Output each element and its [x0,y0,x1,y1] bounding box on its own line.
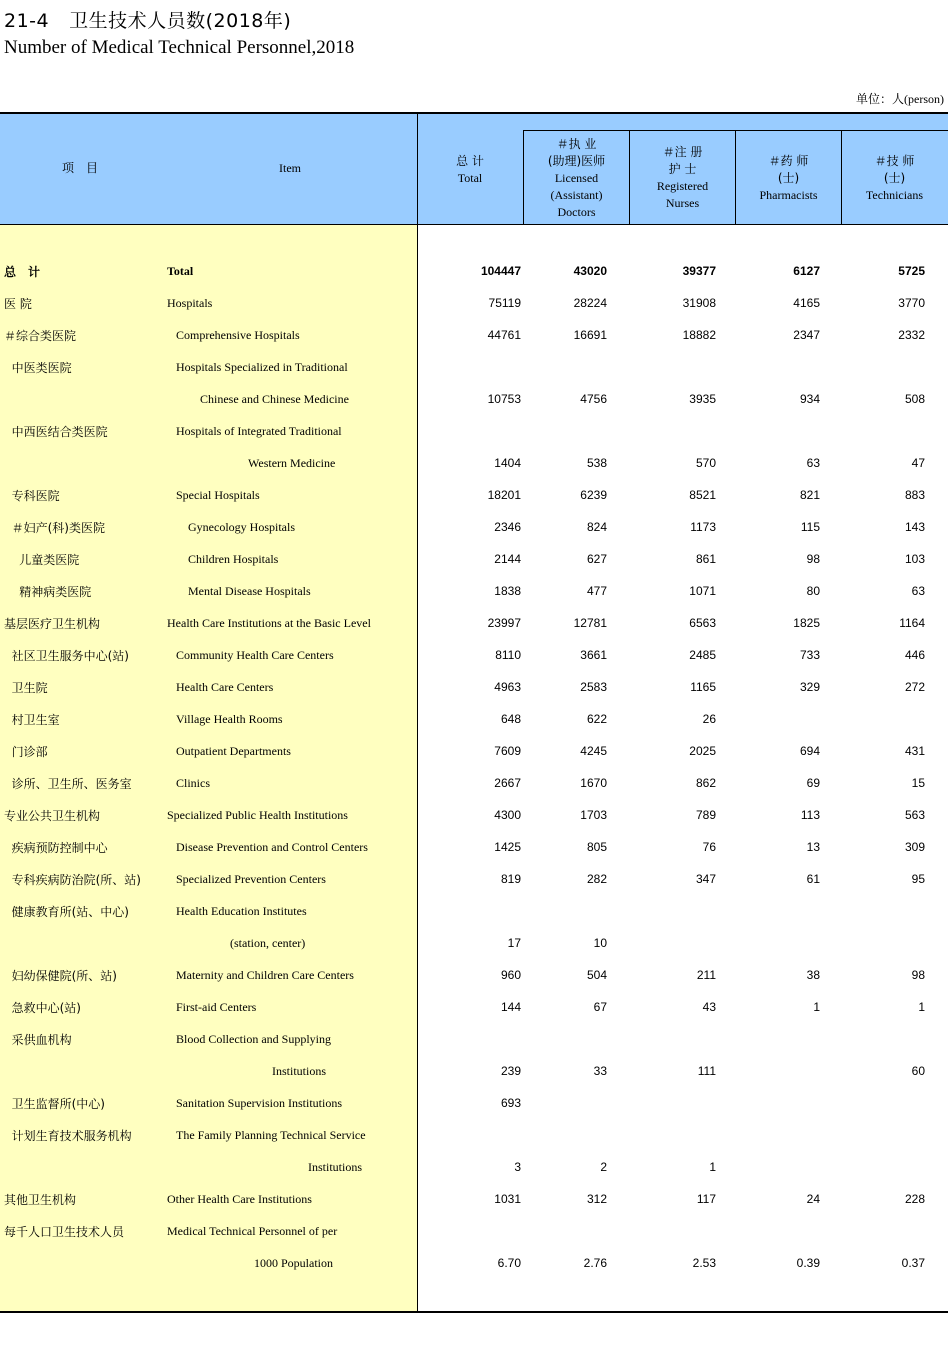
row-value-col-2: 2485 [689,648,716,662]
header-col-technicians-text [841,134,948,222]
row-value-col-3: 0.39 [796,1256,820,1270]
row-value-col-2: 111 [697,1064,716,1078]
row-label-en: 1000 Population [254,1256,334,1270]
row-value-col-1: 622 [586,712,607,726]
table-row [0,257,948,289]
row-value-col-3: 80 [806,584,820,598]
row-label-cn: 采供血机构 [4,1033,72,1047]
row-value-col-1: 4245 [580,744,607,758]
page-title-cn [4,6,291,33]
row-label-en: Specialized Prevention Centers [176,872,326,886]
row-value-col-2: 76 [702,840,716,854]
page-title-en: Number of Medical Technical Personnel,2018 [4,37,355,58]
row-value-col-0: 17 [507,936,521,950]
row-value-col-1: 824 [586,520,607,534]
bottom-rule [0,1311,948,1313]
row-value-col-3: 934 [799,392,820,406]
header-col-pharmacists-text [735,134,842,222]
header-col-doctors-en: Licensed [554,170,599,185]
row-value-col-0: 1404 [494,456,521,470]
row-value-col-4: 228 [904,1192,925,1206]
row-value-col-2: 570 [695,456,716,470]
table-row [0,865,948,897]
table-row [0,321,948,353]
row-value-col-1: 1670 [580,776,607,790]
header-col-doctors-text [523,134,630,222]
row-value-col-3: 63 [806,456,820,470]
row-label-cn: 门诊部 [4,745,48,759]
header-col-technicians-en: Technicians [865,187,924,202]
row-value-col-0: 104447 [480,264,521,278]
row-value-col-0: 4300 [494,808,521,822]
row-label-cn: ＃妇产(科)类医院 [4,521,105,535]
row-label-cn: 专科疾病防治院(所、站) [4,873,141,887]
row-value-col-2: 862 [695,776,716,790]
row-label-en: Comprehensive Hospitals [176,328,300,342]
row-label-cn: 精神病类医院 [4,585,92,599]
table-row [0,577,948,609]
row-value-col-1: 627 [586,552,607,566]
row-label-en: Health Care Institutions at the Basic Level [167,616,371,630]
row-value-col-4: 272 [904,680,925,694]
row-value-col-0: 8110 [495,648,521,662]
header-col-total [430,140,510,200]
header-col-doctors-en3: Doctors [557,204,596,219]
header-col-technicians-cn2: (士) [883,170,906,185]
row-value-col-2: 3935 [689,392,716,406]
row-value-col-1: 12781 [573,616,607,630]
title-cn-text: 卫生技术人员数(2018年) [69,10,292,32]
row-value-col-1: 2583 [580,680,607,694]
row-label-cn: 计划生育技术服务机构 [4,1129,132,1143]
row-value-col-1: 43020 [573,264,607,278]
row-value-col-1: 805 [586,840,607,854]
row-value-col-2: 1071 [689,584,716,598]
row-label-en: (station, center) [230,936,306,950]
row-label-cn: 社区卫生服务中心(站) [4,649,129,663]
table-row [0,1217,948,1249]
table-row [0,801,948,833]
header-col-technicians-cn: ＃技 师 [874,153,915,168]
row-label-cn: 卫生监督所(中心) [4,1097,105,1111]
row-value-col-1: 33 [593,1064,607,1078]
row-value-col-0: 693 [500,1096,521,1110]
row-label-en: Village Health Rooms [176,712,283,726]
row-value-col-0: 10753 [487,392,521,406]
row-value-col-4: 60 [911,1064,925,1078]
row-label-en: Institutions [308,1160,363,1174]
row-label-cn: 专业公共卫生机构 [4,809,101,823]
header-col-pharmacists-cn2: (士) [777,170,800,185]
row-value-col-3: 329 [799,680,820,694]
table-row [0,737,948,769]
row-label-en: Community Health Care Centers [176,648,334,662]
row-value-col-0: 3 [514,1160,521,1174]
table-row [0,1057,948,1089]
row-value-col-3: 38 [806,968,820,982]
row-label-cn: 医 院 [4,297,32,311]
table-number: 21-4 [4,10,50,32]
row-value-col-0: 6.70 [497,1256,521,1270]
table-row [0,513,948,545]
row-value-col-3: 1825 [793,616,820,630]
row-value-col-3: 694 [799,744,820,758]
row-label-en: Hospitals Specialized in Traditional [176,360,348,374]
row-value-col-3: 115 [800,520,820,534]
row-label-cn: 诊所、卫生所、医务室 [4,777,132,791]
row-value-col-1: 1703 [580,808,607,822]
row-value-col-2: 1173 [690,520,716,534]
unit-label: 单位：人(person) [856,92,944,106]
row-value-col-4: 143 [904,520,925,534]
row-value-col-0: 819 [500,872,521,886]
header-col-total-en: Total [457,171,483,185]
row-value-col-0: 1838 [494,584,521,598]
row-value-col-1: 312 [586,1192,607,1206]
row-value-col-3: 24 [806,1192,820,1206]
row-value-col-2: 18882 [682,328,716,342]
row-value-col-2: 6563 [689,616,716,630]
row-value-col-1: 10 [593,936,607,950]
row-value-col-4: 5725 [898,264,925,278]
row-label-en: Sanitation Supervision Institutions [176,1096,343,1110]
row-label-en: First-aid Centers [176,1000,257,1014]
row-value-col-0: 4963 [494,680,521,694]
row-value-col-0: 2667 [494,776,521,790]
row-label-cn: 专科医院 [4,489,60,503]
header-col-nurses-cn: ＃注 册 [662,145,703,159]
table-row [0,289,948,321]
row-value-col-0: 648 [500,712,521,726]
row-label-cn: 总 计 [4,265,41,279]
row-value-col-2: 347 [695,872,716,886]
header-col-nurses-text [629,134,736,222]
row-label-cn: 疾病预防控制中心 [4,841,108,855]
row-value-col-2: 2025 [689,744,716,758]
table-row [0,545,948,577]
row-label-en: Hospitals [167,296,213,310]
row-label-en: Special Hospitals [176,488,260,502]
row-value-col-2: 211 [696,968,716,982]
row-label-cn: 妇幼保健院(所、站) [4,969,117,983]
table-row [0,449,948,481]
table-row [0,993,948,1025]
row-value-col-2: 43 [702,1000,716,1014]
row-value-col-4: 98 [911,968,925,982]
row-label-en: Chinese and Chinese Medicine [200,392,349,406]
row-value-col-4: 563 [904,808,925,822]
row-value-col-1: 6239 [580,488,607,502]
row-value-col-3: 733 [799,648,820,662]
row-value-col-2: 117 [696,1192,716,1206]
table-row [0,385,948,417]
header-col-pharmacists-en: Pharmacists [759,187,818,202]
row-value-col-1: 477 [586,584,607,598]
row-label-cn: 健康教育所(站、中心) [4,905,129,919]
table-row [0,481,948,513]
header-col-doctors-en2: (Assistant) [550,187,603,202]
row-label-en: Disease Prevention and Control Centers [176,840,368,854]
table-row [0,1185,948,1217]
row-label-cn: 中医类医院 [4,361,72,375]
row-value-col-1: 282 [586,872,607,886]
table-row [0,641,948,673]
row-value-col-0: 1031 [494,1192,521,1206]
row-value-col-4: 1 [918,1000,925,1014]
table-row [0,1025,948,1057]
header-bottom-rule [0,224,948,225]
table-row [0,673,948,705]
row-value-col-1: 504 [586,968,607,982]
row-label-en: Outpatient Departments [176,744,291,758]
row-value-col-3: 69 [806,776,820,790]
table-row [0,961,948,993]
row-value-col-0: 144 [500,1000,521,1014]
row-label-cn: 中西医结合类医院 [4,425,108,439]
row-label-cn: 基层医疗卫生机构 [4,617,101,631]
row-value-col-2: 861 [695,552,716,566]
row-label-en: Institutions [272,1064,327,1078]
row-label-en: Specialized Public Health Institutions [167,808,348,822]
row-value-col-0: 44761 [487,328,521,342]
row-value-col-2: 789 [695,808,716,822]
row-value-col-1: 538 [586,456,607,470]
row-value-col-0: 239 [500,1064,521,1078]
row-value-col-4: 508 [904,392,925,406]
row-label-cn: 儿童类医院 [4,553,80,567]
header-col-pharmacists-cn: ＃药 师 [768,153,809,168]
header-item-cn: 项 目 [61,160,98,175]
table-row [0,609,948,641]
row-value-col-1: 4756 [580,392,607,406]
row-label-en: Health Education Institutes [176,904,307,918]
row-label-en: Gynecology Hospitals [188,520,295,534]
row-value-col-4: 95 [911,872,925,886]
header-col-total-cn: 总 计 [456,154,484,168]
row-value-col-0: 75119 [488,296,521,310]
header-col-nurses-cn2: 护 士 [668,162,697,176]
table-row [0,929,948,961]
row-value-col-4: 2332 [898,328,925,342]
table-row [0,1089,948,1121]
row-value-col-1: 2 [600,1160,607,1174]
row-label-en: Medical Technical Personnel of per [167,1224,338,1238]
row-value-col-0: 18201 [487,488,521,502]
row-value-col-0: 23997 [487,616,521,630]
table-row [0,897,948,929]
row-value-col-0: 2144 [494,552,521,566]
row-value-col-1: 2.76 [583,1256,607,1270]
row-value-col-2: 31908 [682,296,716,310]
row-label-en: Hospitals of Integrated Traditional [176,424,342,438]
table-row [0,769,948,801]
row-value-col-0: 7609 [494,744,521,758]
row-value-col-4: 103 [904,552,925,566]
row-value-col-4: 47 [911,456,925,470]
header-col-doctors-cn2: (助理)医师 [547,153,606,168]
row-value-col-4: 446 [904,648,925,662]
row-value-col-3: 821 [799,488,820,502]
row-value-col-4: 3770 [898,296,925,310]
row-label-en: Total [167,264,194,278]
row-label-en: Maternity and Children Care Centers [176,968,354,982]
row-label-cn: 卫生院 [4,681,48,695]
table-row [0,705,948,737]
table-row [0,1249,948,1281]
row-label-cn: 每千人口卫生技术人员 [4,1225,125,1239]
table-row [0,417,948,449]
row-value-col-4: 431 [904,744,925,758]
row-value-col-3: 4165 [793,296,820,310]
row-value-col-3: 113 [800,808,820,822]
row-label-en: Mental Disease Hospitals [188,584,311,598]
header-col-nurses-en2: Nurses [665,196,700,210]
row-value-col-4: 0.37 [901,1256,925,1270]
row-value-col-3: 61 [806,872,820,886]
row-value-col-4: 63 [911,584,925,598]
row-value-col-2: 8521 [689,488,716,502]
table-row [0,1121,948,1153]
row-value-col-2: 26 [702,712,716,726]
table-row [0,353,948,385]
row-value-col-3: 6127 [793,264,820,278]
header-item-en: Item [279,160,301,175]
row-value-col-2: 39377 [682,264,716,278]
row-value-col-2: 1165 [690,680,716,694]
row-label-en: Western Medicine [248,456,336,470]
row-value-col-4: 1164 [899,616,925,630]
row-value-col-3: 13 [806,840,820,854]
row-value-col-3: 2347 [793,328,820,342]
row-label-cn: 急救中心(站) [4,1001,81,1015]
row-label-en: Blood Collection and Supplying [176,1032,331,1046]
row-label-en: Clinics [176,776,211,790]
table-row [0,1153,948,1185]
row-label-cn: 村卫生室 [4,713,60,727]
row-label-cn: 其他卫生机构 [4,1193,77,1207]
header-col-doctors-cn: ＃执 业 [556,136,597,151]
row-value-col-0: 960 [500,968,521,982]
row-value-col-2: 2.53 [692,1256,716,1270]
row-value-col-1: 16691 [573,328,607,342]
header-col-nurses-en: Registered [656,179,709,193]
row-label-en: Children Hospitals [188,552,279,566]
row-label-en: The Family Planning Technical Service [176,1128,366,1142]
row-value-col-4: 309 [904,840,925,854]
row-value-col-0: 1425 [494,840,521,854]
row-label-cn: ＃综合类医院 [4,329,77,343]
row-label-en: Health Care Centers [176,680,274,694]
row-value-col-1: 28224 [573,296,607,310]
row-value-col-3: 98 [806,552,820,566]
row-value-col-2: 1 [709,1160,716,1174]
row-value-col-3: 1 [813,1000,820,1014]
row-label-en: Other Health Care Institutions [167,1192,312,1206]
row-value-col-0: 2346 [494,520,521,534]
row-value-col-4: 15 [911,776,925,790]
table-row [0,833,948,865]
row-value-col-1: 67 [593,1000,607,1014]
row-value-col-4: 883 [904,488,925,502]
row-value-col-1: 3661 [580,648,607,662]
